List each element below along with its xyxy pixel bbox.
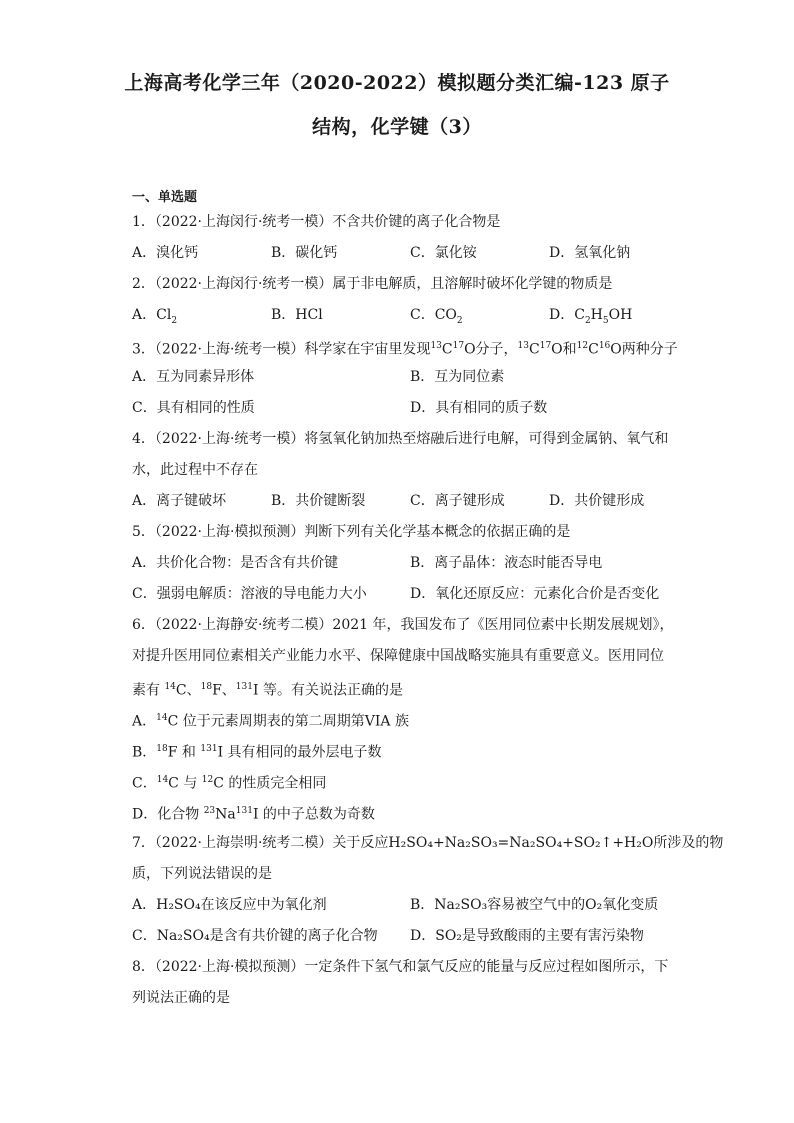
question-4-stem-line-1: 4．（2022·上海·统考一模）将氢氧化钠加热至熔融后进行电解，可得到金属钠、氧气和	[132, 431, 669, 447]
question-8-stem-line-2: 列说法正确的是	[132, 990, 230, 1006]
question-1-option-d: D．氢氧化钠	[549, 245, 631, 261]
question-1-option-a: A．溴化钙	[132, 245, 199, 261]
question-2-option-b: B．HCl	[271, 307, 323, 323]
question-2-option-c: C．$CO_2$	[410, 307, 463, 326]
question-8-stem-line-1: 8．（2022·上海·模拟预测）一定条件下氢气和氯气反应的能量与反应过程如图所示，下	[132, 959, 669, 975]
question-5-option-d: D．氧化还原反应：元素化合价是否变化	[410, 586, 660, 602]
question-3-option-a: A．互为同素异形体	[132, 369, 255, 385]
question-4-option-c: C．离子键形成	[410, 493, 505, 509]
question-5-option-c: C．强弱电解质：溶液的导电能力大小	[132, 586, 367, 602]
question-3-stem: 3．（2022·上海·统考一模）科学家在宇宙里发现$^{13}C^{17}O$分子，$^{13}C^{17}O$和$^{12}C^{16}O$两种分子	[132, 341, 678, 358]
question-1-option-c: C．氯化铵	[410, 245, 477, 261]
question-2-option-a: A．$Cl_2$	[132, 307, 178, 326]
question-6-option-b: B．$^{18}$F 和 $^{131}$I 具有相同的最外层电子数	[132, 744, 382, 761]
question-2-stem: 2．（2022·上海闵行·统考一模）属于非电解质，且溶解时破坏化学键的物质是	[132, 276, 613, 292]
question-4-stem-line-2: 水，此过程中不存在	[132, 462, 258, 478]
question-6-option-c: C．$^{14}$C 与 $^{12}$C 的性质完全相同	[132, 775, 327, 792]
question-4-option-d: D．共价键形成	[549, 493, 645, 509]
question-6-stem-line-1: 6．（2022·上海静安·统考二模）2021 年，我国发布了《医用同位素中长期发展规划》，	[132, 617, 674, 633]
question-7-option-b: B．Na₂SO₃容易被空气中的O₂氧化变质	[410, 897, 659, 913]
question-3-option-c: C．具有相同的性质	[132, 400, 255, 416]
question-1-stem: 1．（2022·上海闵行·统考一模）不含共价键的离子化合物是	[132, 214, 501, 230]
question-5-stem: 5．（2022·上海·模拟预测）判断下列有关化学基本概念的依据正确的是	[132, 524, 571, 540]
question-7-option-a: A．H₂SO₄在该反应中为氧化剂	[132, 897, 327, 913]
question-7-option-d: D．SO₂是导致酸雨的主要有害污染物	[410, 928, 644, 944]
document-title-line-1: 上海高考化学三年（2020-2022）模拟题分类汇编-123 原子	[124, 72, 670, 94]
question-6-stem-line-3: 素有 $^{14}$C、$^{18}$F、$^{131}$I 等。有关说法正确的是	[132, 682, 403, 699]
question-3-option-b: B．互为同位素	[410, 369, 505, 385]
section-heading: 一、单选题	[132, 190, 198, 205]
question-4-option-a: A．离子键破坏	[132, 493, 227, 509]
document-title-line-2: 结构，化学键（3）	[312, 116, 482, 138]
question-6-option-d: D．化合物 $^{23}$Na$^{131}$I 的中子总数为奇数	[132, 806, 375, 823]
question-7-option-c: C．Na₂SO₄是含有共价键的离子化合物	[132, 928, 378, 944]
question-5-option-a: A．共价化合物：是否含有共价键	[132, 555, 339, 571]
question-7-stem-line-2: 质，下列说法错误的是	[132, 866, 272, 882]
question-6-stem-line-2: 对提升医用同位素相关产业能力水平、保障健康中国战略实施具有重要意义。医用同位	[132, 648, 664, 664]
question-6-option-a: A．$^{14}$C 位于元素周期表的第二周期第VIA 族	[132, 713, 409, 730]
question-4-option-b: B．共价键断裂	[271, 493, 366, 509]
question-3-option-d: D．具有相同的质子数	[410, 400, 548, 416]
question-1-option-b: B．碳化钙	[271, 245, 338, 261]
question-2-option-d: D．$C_2H_5OH$	[549, 307, 633, 326]
question-7-stem-line-1: 7．（2022·上海崇明·统考二模）关于反应H₂SO₄+Na₂SO₃=Na₂SO₄+SO₂↑+H₂O所涉及的物	[132, 835, 724, 851]
question-5-option-b: B．离子晶体：液态时能否导电	[410, 555, 603, 571]
